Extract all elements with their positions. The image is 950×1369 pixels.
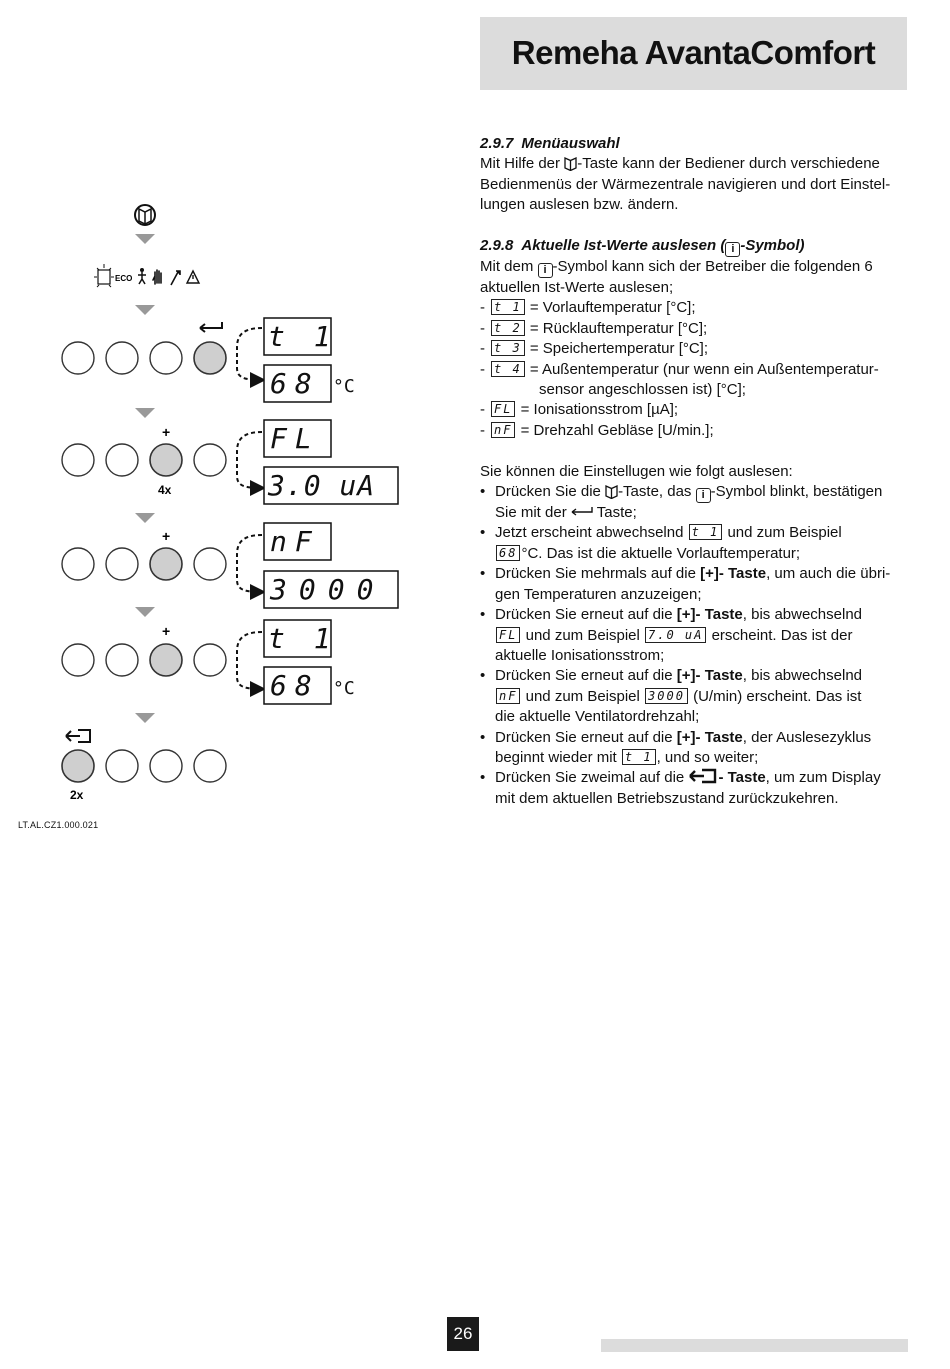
step-item: • Drücken Sie die -Taste, das i -Symbol blinkt, bestätigen Sie mit der Taste; — [480, 482, 908, 523]
footer-bar — [601, 1339, 908, 1352]
lcd-value: 3000 — [270, 573, 386, 606]
eco-label: ECO — [115, 274, 133, 283]
step-item: • Drücken Sie zweimal auf die - Taste, um zum Display mit dem aktuellen Betriebszustand zurückzukehren. — [480, 768, 908, 809]
lcd-value: t 1 — [268, 622, 337, 655]
lcd-value: FL — [270, 422, 320, 455]
step-item: • Drücken Sie erneut auf die [+]- Taste, bis abwechselnd nF und zum Beispiel 3000 (U/min) erscheint. Das ist die aktuelle Ventilatordrehzahl; — [480, 666, 908, 727]
back-icon — [688, 768, 718, 784]
step-item: • Drücken Sie erneut auf die [+]- Taste, bis abwechselnd FL und zum Beispiel 7.0 uA erscheint. Das ist der aktuelle Ionisationsstrom; — [480, 605, 908, 666]
plus-label: + — [162, 528, 171, 544]
value-item: - t 4 = Außentemperatur (nur wenn ein Außentemperatur- — [480, 360, 879, 378]
lcd-value: nF — [270, 525, 320, 558]
plus-label: + — [162, 623, 171, 639]
lcd-text-layer — [0, 0, 470, 860]
lcd-value: 68 — [270, 669, 320, 702]
text-column — [480, 134, 908, 809]
lcd-value: 68 — [270, 367, 320, 400]
value-item: - t 1 = Vorlauftemperatur [°C]; — [480, 299, 696, 317]
value-item: - t 3 = Speichertemperatur [°C]; — [480, 340, 709, 358]
value-item: - t 2 = Rücklauftemperatur [°C]; — [480, 319, 708, 337]
info-icon: i — [696, 488, 711, 503]
enter-icon — [571, 506, 593, 516]
page-title: Remeha AvantaComfort — [511, 34, 876, 71]
section-heading-298: 2.9.8 Aktuelle Ist-Werte auslesen ( i -Symbol) — [480, 237, 805, 256]
section-heading-297: 2.9.7 Menüauswahl — [480, 135, 620, 152]
info-icon: i — [538, 263, 553, 278]
menu-icon — [564, 156, 577, 171]
value-item: - nF = Drehzahl Gebläse [U/min.]; — [480, 421, 714, 439]
multiplier-label: 2x — [70, 788, 84, 802]
doc-code: LT.AL.CZ1.000.021 — [18, 820, 99, 830]
value-item: - FL = Ionisationsstrom [µA]; — [480, 401, 679, 419]
step-item: • Jetzt erscheint abwechselnd t 1 und zum Beispiel 68 °C. Das ist die aktuelle Vorlauftemperatur; — [480, 523, 908, 564]
page-number: 26 — [447, 1317, 479, 1351]
step-item: • Drücken Sie erneut auf die [+]- Taste, der Auslesezyklus beginnt wieder mit t 1 , und so weiter; — [480, 728, 908, 769]
header-box — [480, 17, 907, 90]
lcd-unit: °C — [333, 678, 355, 699]
lcd-value: 3.0 uA — [268, 469, 376, 502]
lcd-unit: °C — [333, 376, 355, 397]
read-intro: Sie können die Einstellugen wie folgt auslesen: — [480, 462, 793, 480]
multiplier-label: 4x — [158, 483, 172, 497]
menu-icon — [605, 484, 618, 499]
info-icon: i — [725, 242, 740, 257]
plus-label: + — [162, 424, 171, 440]
paragraph: Mit Hilfe der -Taste kann der Bediener durch verschiedene Bedienmenüs der Wärmezentrale navigieren und dort Einstel- lungen auslesen bzw. ändern. — [480, 155, 891, 214]
value-item-cont: sensor angeschlossen ist) [°C]; — [539, 381, 746, 399]
paragraph: Mit dem i -Symbol kann sich der Betreiber die folgenden 6 aktuellen Ist-Werte auslesen; — [480, 258, 873, 297]
step-item: • Drücken Sie mehrmals auf die [+]- Taste, um auch die übri- gen Temperaturen anzuzeigen; — [480, 564, 908, 605]
lcd-value: t 1 — [268, 320, 337, 353]
